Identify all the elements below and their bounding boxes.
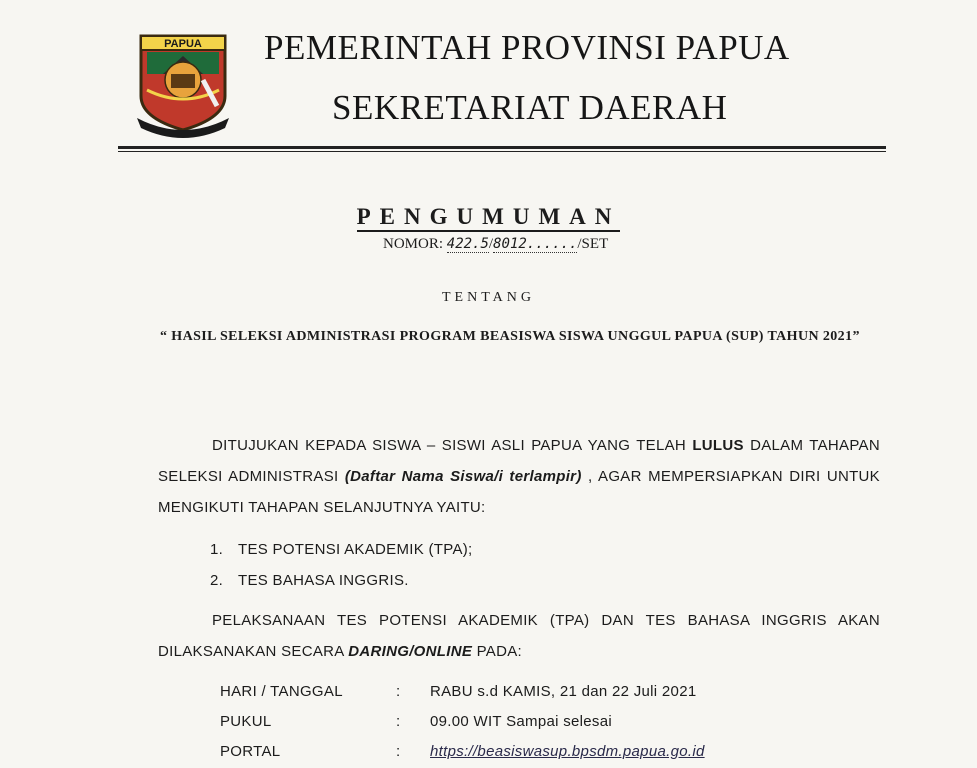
announcement-title: PENGUMUMAN [0,204,977,230]
portal-link[interactable]: https://beasiswasup.bpsdm.papua.go.id [430,742,705,760]
lulus-emphasis: LULUS [692,437,744,454]
announcement-subject: “ HASIL SELEKSI ADMINISTRASI PROGRAM BEASISWA SISWA UNGGUL PAPUA (SUP) TAHUN 2021” [160,329,860,344]
attachment-note: (Daftar Nama Siswa/i terlampir) [344,468,582,485]
paragraph-implementation: PELAKSANAAN TES POTENSI AKADEMIK (TPA) DAN TES BAHASA INGGRIS AKAN DILAKSANAKAN SECARA DARING/ONLINE PADA: [158,612,880,660]
org-name-line2: SEKRETARIAT DAERAH [332,88,728,127]
announcement-number [383,236,608,253]
number-separator: / [488,236,494,252]
online-emphasis: DARING/ONLINE [348,643,473,660]
number-handwritten-1: 422.5 [446,236,489,252]
letterhead-divider-thick [118,146,886,149]
detail-row-time: PUKUL : 09.00 WIT Sampai selesai [220,712,613,730]
papua-emblem-logo [133,30,233,138]
list-item: 2. TES BAHASA INGGRIS. [210,572,409,589]
number-prefix: NOMOR: [383,236,444,252]
number-suffix: /SET [577,236,609,252]
tentang-label: TENTANG [442,290,535,305]
logo-text: PAPUA [164,38,202,50]
detail-row-date: HARI / TANGGAL : RABU s.d KAMIS, 21 dan 22 Juli 2021 [220,682,697,700]
list-item: 1. TES POTENSI AKADEMIK (TPA); [210,541,473,558]
org-name-line1: PEMERINTAH PROVINSI PAPUA [264,28,790,67]
schedule-details [220,676,705,766]
detail-row-portal: PORTAL : https://beasiswasup.bpsdm.papua.go.id [220,742,705,760]
letterhead-divider-thin [118,151,886,152]
paragraph-intro: DITUJUKAN KEPADA SISWA – SISWI ASLI PAPUA YANG TELAH LULUS DALAM TAHAPAN SELEKSI ADMINISTRASI (Daftar Nama Siswa/i terlampir) , AGAR MEMPERSIAPKAN DIRI UNTUK MENGIKUTI TAHAPAN SELANJUTNYA YAITU: [158,437,880,516]
number-handwritten-2: 8012...... [493,236,578,252]
test-list [210,534,473,596]
